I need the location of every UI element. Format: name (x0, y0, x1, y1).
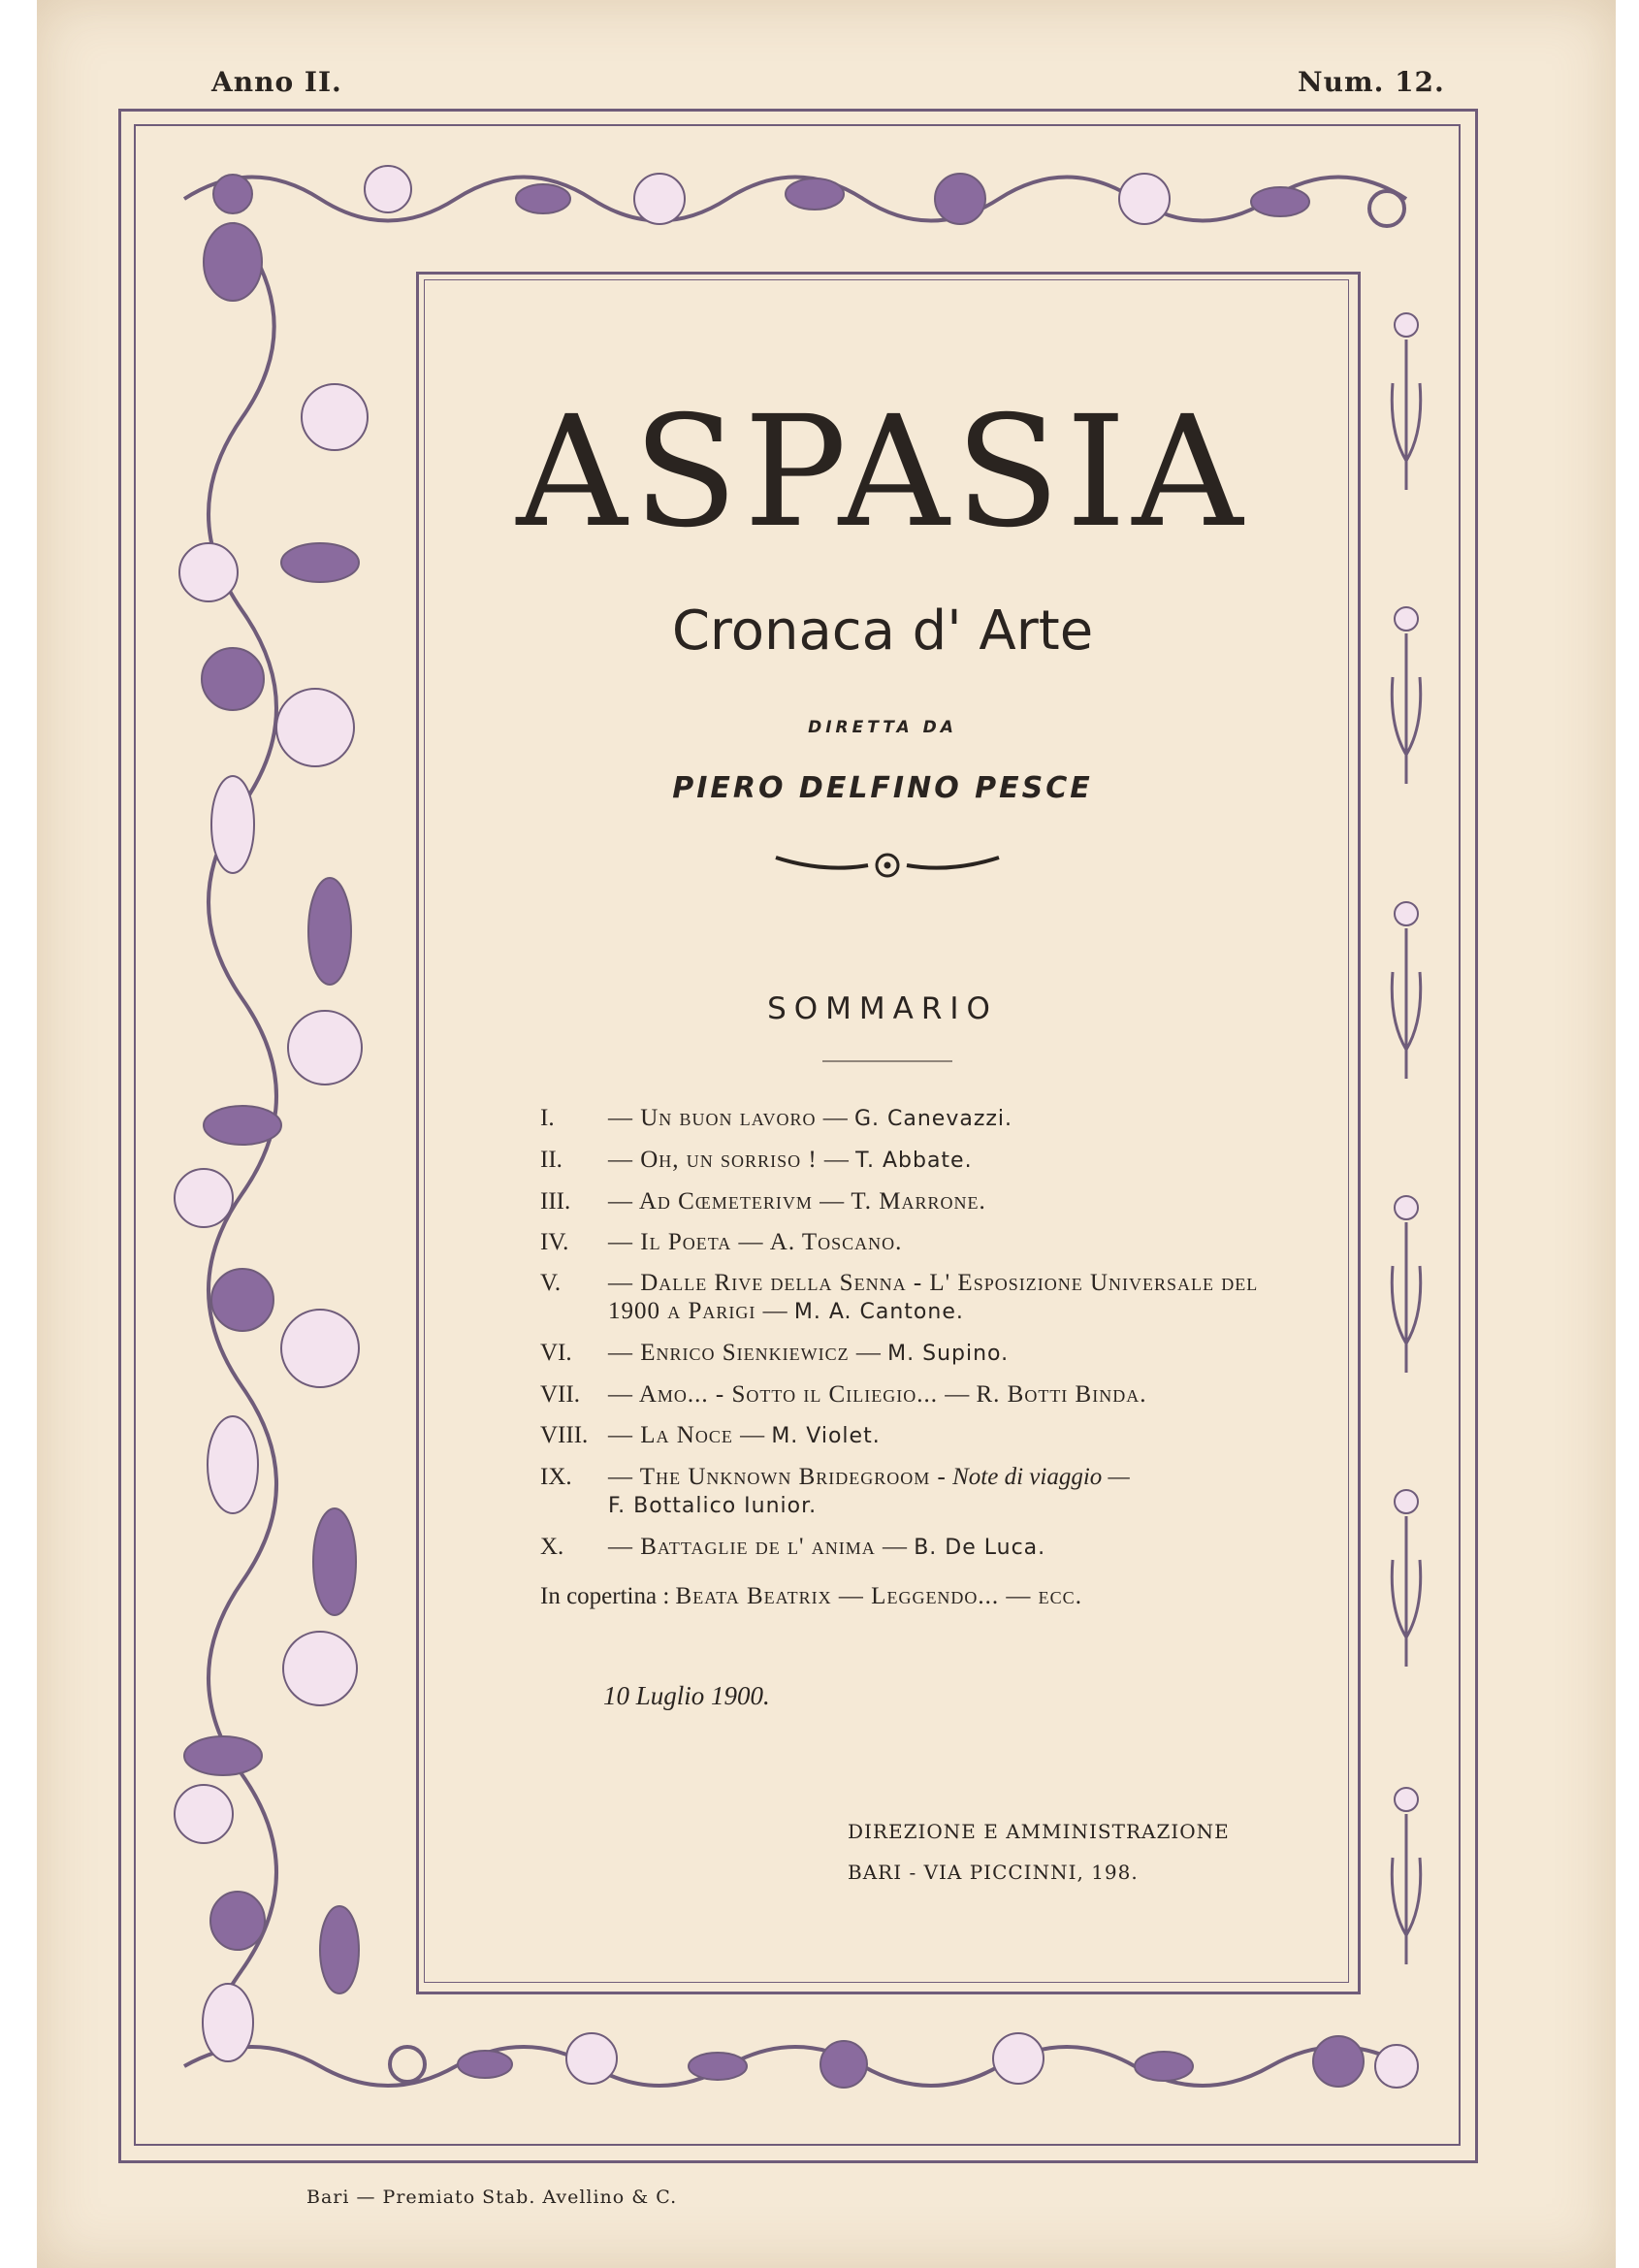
toc-number: IV. (540, 1229, 569, 1255)
toc-author: T. Abbate. (855, 1149, 973, 1173)
toc-title: — Dalle Rive della Senna - L' Esposizione Universale del 1900 a Parigi — (608, 1270, 1259, 1324)
toc-author: R. Botti Binda. (976, 1381, 1147, 1408)
toc-item (540, 1339, 1277, 1368)
cover-contents (540, 1583, 1277, 1610)
top-floral-band-icon (184, 166, 1406, 226)
cover-text: Beata Beatrix — Leggendo... — ecc. (675, 1583, 1082, 1609)
contents-heading: SOMMARIO (767, 991, 998, 1026)
toc-number: II. (540, 1147, 562, 1173)
toc-number: IX. (540, 1464, 572, 1490)
administration-title: DIREZIONE E AMMINISTRAZIONE (848, 1820, 1230, 1843)
toc-item (540, 1146, 1277, 1175)
toc-item (540, 1269, 1277, 1326)
toc-number: X. (540, 1534, 564, 1560)
toc-title: — La Noce — (608, 1422, 766, 1448)
director-name: PIERO DELFINO PESCE (672, 771, 1093, 805)
toc-author: M. Violet. (771, 1424, 881, 1448)
issue-date: 10 Luglio 1900. (603, 1681, 770, 1710)
toc-number: V. (540, 1270, 562, 1296)
toc-item (540, 1187, 1277, 1215)
toc-title: — Il Poeta — (608, 1229, 764, 1255)
toc-author: F. Bottalico Iunior. (608, 1494, 818, 1518)
toc-author: B. De Luca. (914, 1536, 1046, 1560)
toc-author: M. Supino. (887, 1342, 1010, 1366)
toc-title: — The Unknown Bridegroom - (608, 1464, 947, 1490)
magazine-title: ASPASIA (516, 383, 1249, 562)
toc-number: III. (540, 1188, 571, 1215)
toc-title: — Amo... - Sotto il Ciliegio... — (608, 1381, 971, 1408)
toc-title: — Battaglie de l' anima — (608, 1534, 908, 1560)
table-of-contents (540, 1104, 1277, 1574)
toc-title: — Un buon lavoro — (608, 1105, 849, 1131)
toc-author: A. Toscano. (769, 1229, 903, 1255)
toc-item (540, 1104, 1277, 1133)
administration-address: BARI - VIA PICCINNI, 198. (848, 1861, 1139, 1884)
right-flower-column-icon (1392, 313, 1420, 1964)
toc-note: Note di viaggio — (952, 1464, 1130, 1490)
year-label: Anno II. (211, 66, 342, 98)
toc-author: M. A. Cantone. (793, 1300, 964, 1324)
toc-item (540, 1421, 1277, 1450)
toc-number: VI. (540, 1340, 572, 1366)
toc-item (540, 1463, 1277, 1520)
directed-by-label: DIRETTA DA (808, 718, 957, 737)
toc-title: — Enrico Sienkiewicz — (608, 1340, 882, 1366)
bottom-floral-band-icon (184, 2033, 1418, 2088)
toc-title: — Ad Cœmeterivm — (608, 1188, 846, 1215)
toc-item (540, 1380, 1277, 1409)
left-floral-column-icon (175, 223, 368, 2061)
toc-item (540, 1228, 1277, 1256)
toc-number: VIII. (540, 1422, 589, 1448)
toc-author: T. Marrone. (851, 1188, 986, 1215)
toc-author: G. Canevazzi. (853, 1107, 1013, 1131)
printer-imprint: Bari — Premiato Stab. Avellino & C. (306, 2187, 678, 2208)
cover-label: In copertina : (540, 1583, 670, 1609)
toc-title: — Oh, un sorriso ! — (608, 1147, 850, 1173)
toc-number: I. (540, 1105, 555, 1131)
toc-item (540, 1533, 1277, 1562)
issue-number: Num. 12. (1298, 66, 1445, 98)
toc-number: VII. (540, 1381, 580, 1408)
magazine-subtitle: Cronaca d' Arte (671, 599, 1094, 663)
